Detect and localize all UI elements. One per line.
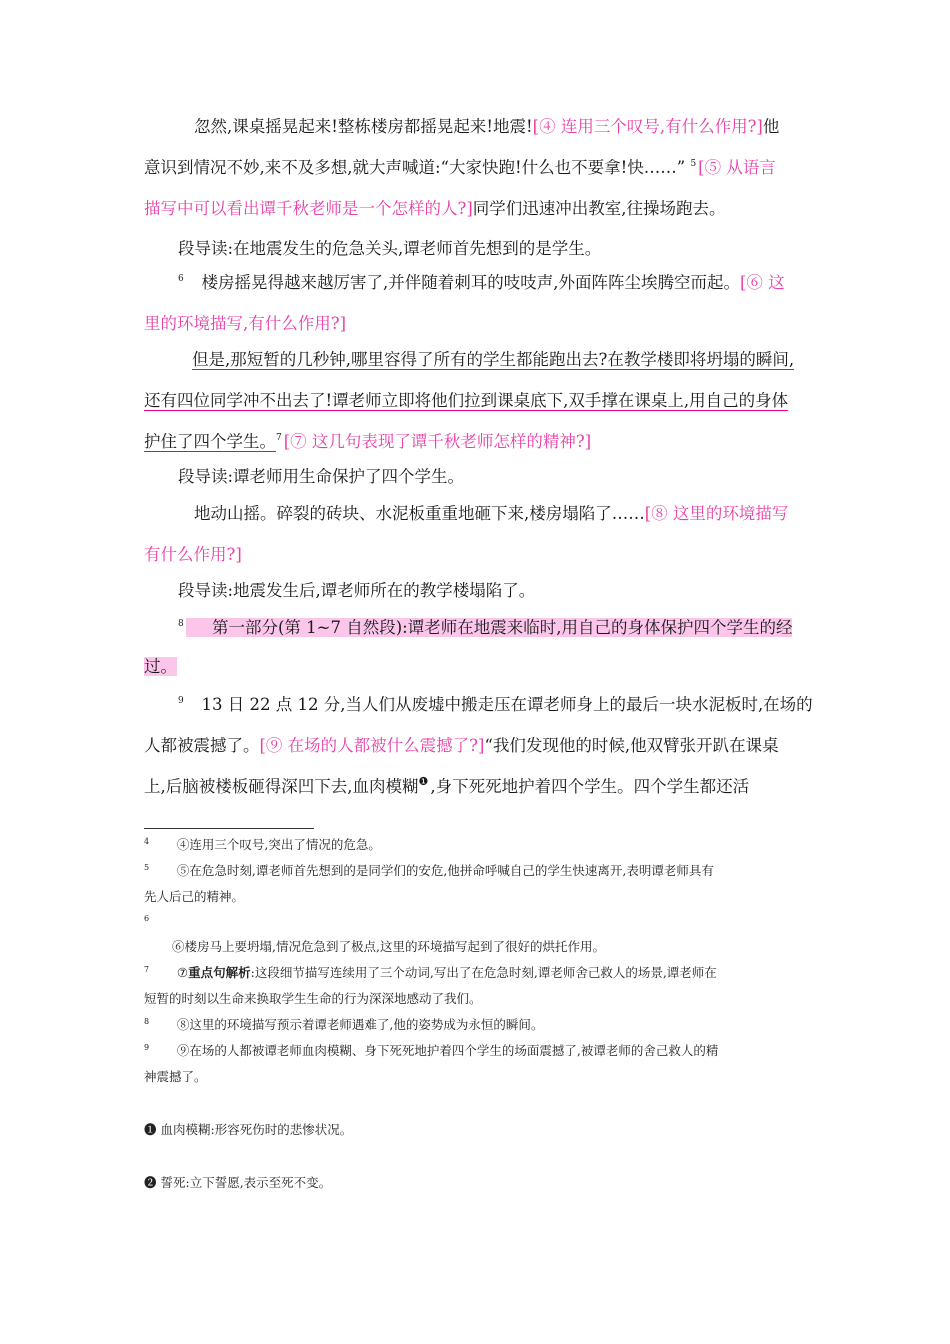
body-text: 上,后脑被楼板砸得深凹下去,血肉模糊 (144, 777, 419, 796)
glossary-note (144, 1174, 331, 1192)
body-text: 他 (762, 117, 780, 136)
glossary-note (144, 1121, 352, 1139)
glossary-text: 血肉模糊:形容死伤时的悲惨状况。 (160, 1122, 353, 1137)
paragraph-guide: 段导读:谭老师用生命保护了四个学生。 (178, 467, 465, 486)
footnote-number: 6 (144, 914, 150, 923)
footnote (144, 862, 714, 882)
question-annotation: [④ 连用三个叹号,有什么作用?] (532, 117, 763, 136)
question-annotation: [⑥ 这 (739, 273, 785, 292)
body-text: 楼房摇晃得越来越厉害了,并伴随着刺耳的吱吱声,外面阵阵尘埃腾空而起。 (201, 273, 740, 292)
footnote-divider (144, 828, 314, 829)
question-annotation: [⑧ 这里的环境描写 (644, 504, 789, 523)
footnote-ref: 6 (178, 274, 184, 284)
footnote-text: 神震撼了。 (144, 1069, 207, 1084)
paragraph-line (144, 313, 346, 335)
footnote-text: ④连用三个叹号,突出了情况的危急。 (176, 837, 381, 852)
body-text: ,身下死死地护着四个学生。四个学生都还活 (430, 777, 750, 796)
paragraph-line (144, 544, 242, 566)
paragraph-line (144, 776, 749, 800)
footnote-text: ⑧这里的环境描写预示着谭老师遇难了,他的姿势成为永恒的瞬间。 (176, 1017, 544, 1032)
section-summary (178, 617, 792, 642)
footnote-number: 4 (144, 837, 150, 846)
footnote-number: 9 (144, 1043, 150, 1052)
footnote-number: 5 (144, 863, 150, 872)
footnote (144, 836, 381, 856)
footnote-text: ⑤在危急时刻,谭老师首先想到的是同学们的安危,他拼命呼喊自己的学生快速离开,表明谭老师具有 (176, 863, 714, 878)
paragraph-line (192, 349, 794, 371)
summary-text (186, 618, 793, 637)
body-text: 忽然,课桌摇晃起来!整栋楼房都摇晃起来!地震! (194, 117, 533, 136)
body-text: “我们发现他的时候,他双臂张开趴在课桌 (484, 736, 779, 755)
footnote-ref: 5 (690, 159, 697, 169)
paragraph-guide: 段导读:地震发生后,谭老师所在的教学楼塌陷了。 (178, 581, 536, 600)
paragraph-guide: 段导读:在地震发生的危急关头,谭老师首先想到的是学生。 (178, 239, 602, 258)
footnote-text: ⑥楼房马上要坍塌,情况危急到了极点,这里的环境描写起到了很好的烘托作用。 (172, 939, 605, 954)
footnote (144, 913, 149, 933)
paragraph-line (144, 431, 591, 456)
question-annotation: [⑤ 从语言 (698, 158, 776, 177)
footnote-ref: 7 (276, 433, 282, 443)
paragraph-line (144, 390, 788, 412)
footnote-text: :这段细节描写连续用了三个动词,写出了在危急时刻,谭老师舍己救人的场景,谭老师在 (250, 965, 717, 980)
paragraph-line (144, 735, 779, 757)
footnote-ref: 8 (178, 619, 184, 629)
footnote-ref: 9 (178, 696, 184, 706)
summary-text-content: 第一部分(第 1~7 自然段):谭老师在地震来临时,用自己的身体保护四个学生的经 (211, 618, 793, 637)
paragraph-line (144, 157, 776, 182)
footnote (144, 1016, 543, 1036)
footnote-text: ⑨在场的人都被谭老师血肉模糊、身下死死地护着四个学生的场面震撼了,被谭老师的舍己救人的精 (176, 1043, 719, 1058)
footnote-number: 7 (144, 965, 150, 974)
section-summary (144, 656, 177, 678)
footnote (144, 1042, 718, 1062)
question-annotation: 里的环境描写,有什么作用?] (144, 314, 347, 333)
body-text: 人都被震撼了。 (144, 736, 260, 755)
footnote-label: 重点句解析 (188, 965, 251, 980)
paragraph-line (178, 272, 785, 297)
paragraph-line (144, 198, 726, 220)
glossary-marker: ❶ (418, 775, 429, 788)
question-annotation: [⑨ 在场的人都被什么震撼了?] (259, 736, 485, 755)
footnote-text: ⑦ (176, 965, 189, 980)
footnote-text: 短暂的时刻以生命来换取学生生命的行为深深地感动了我们。 (144, 991, 482, 1006)
glossary-text: 誓死:立下誓愿,表示至死不变。 (160, 1175, 332, 1190)
footnote (144, 964, 717, 984)
footnote-number: 8 (144, 1017, 150, 1026)
footnote-text: 先人后己的精神。 (144, 889, 245, 904)
summary-text: 过。 (144, 657, 177, 676)
key-sentence: 护住了四个学生。 (144, 432, 276, 451)
key-sentence: 还有四位同学冲不出去了!谭老师立即将他们拉到课桌底下,双手撑在课桌上,用自己的身体 (144, 391, 789, 410)
body-text: 地动山摇。碎裂的砖块、水泥板重重地砸下来,楼房塌陷了…… (194, 504, 645, 523)
question-annotation: [⑦ 这几句表现了谭千秋老师怎样的精神?] (283, 432, 592, 451)
question-annotation: 有什么作用?] (144, 545, 242, 564)
body-text: 意识到情况不妙,来不及多想,就大声喊道:“大家快跑!什么也不要拿!快……” (144, 158, 686, 177)
paragraph-line (194, 116, 779, 138)
body-text: 13 日 22 点 12 分,当人们从废墟中搬走压在谭老师身上的最后一块水泥板时,在场的 (201, 695, 813, 714)
paragraph-line (194, 503, 788, 525)
glossary-marker: ❶ (144, 1122, 157, 1137)
glossary-marker: ❷ (144, 1175, 157, 1190)
body-text: 同学们迅速冲出教室,往操场跑去。 (472, 199, 726, 218)
question-annotation: 描写中可以看出谭千秋老师是一个怎样的人?] (144, 199, 473, 218)
paragraph-line (178, 694, 813, 719)
key-sentence: 但是,那短暂的几秒钟,哪里容得了所有的学生都能跑出去?在教学楼即将坍塌的瞬间, (192, 350, 795, 369)
